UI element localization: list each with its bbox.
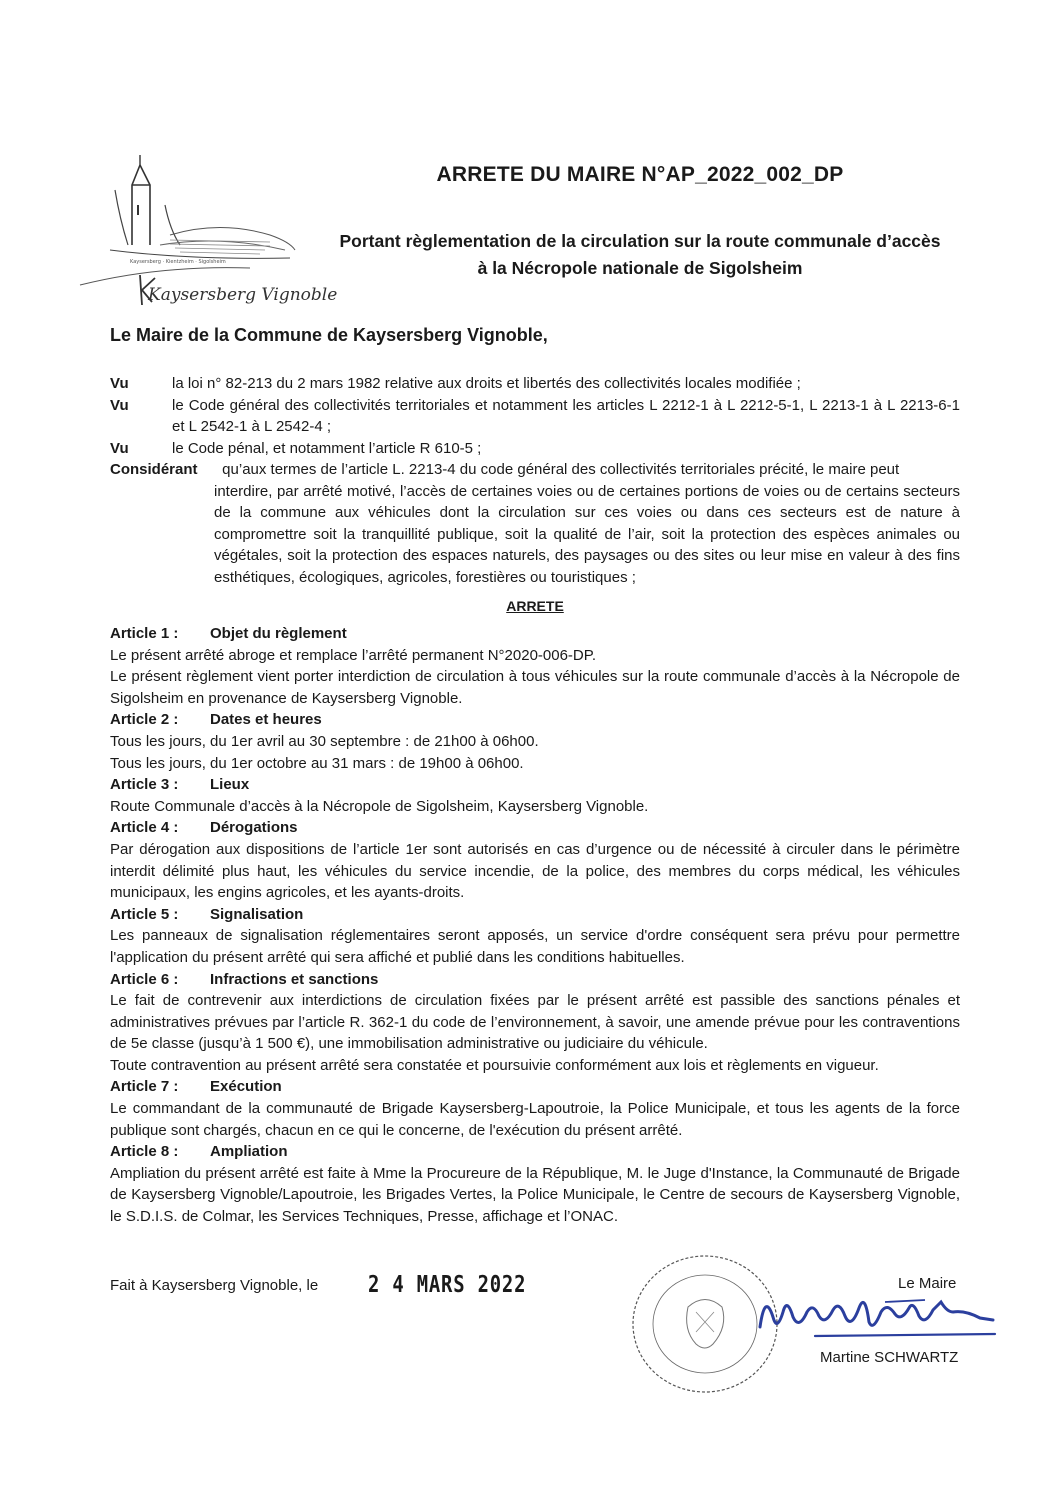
municipality-logo xyxy=(70,150,338,310)
article-6 xyxy=(110,969,960,1077)
article-number: Article 5 : xyxy=(110,905,179,923)
date-stamp: 2 4 MARS 2022 xyxy=(368,1272,527,1298)
vu-text: le Code général des collectivités territoriales et notamment les articles L 2212-1 à L 2212-5-1, L 2213-1 à L 2213-6-1 et L 2542-1 à L 2542-4 ; xyxy=(172,396,960,435)
article-5 xyxy=(110,904,960,969)
article-number: Article 6 : xyxy=(110,970,179,988)
article-paragraph: Ampliation du présent arrêté est faite à Mme la Procureure de la République, M. le Juge d'Instance, la Communauté de Brigade de Kaysersberg Vignoble/Lapoutroie, les Brigades Vertes, la Police Municipale, le Centre de secours de Kaysersberg Vignoble, le S.D.I.S. de Colmar, les Services Techniques, Presse, affichage et l’ONAC. xyxy=(110,1164,960,1226)
article-number: Article 3 : xyxy=(110,776,179,794)
vu-item xyxy=(110,373,960,395)
considerant-first-line: qu’aux termes de l’article L. 2213-4 du code général des collectivités territoriales précité, le maire peut xyxy=(222,461,900,478)
article-paragraph: Par dérogation aux dispositions de l’article 1er sont autorisés en cas d’urgence ou de nécessité à circuler dans le périmètre interdit délimité plus haut, les véhicules du service incendie, de la police, des membres du corps médical, les véhicules municipaux, les engins agricoles, et les ayants-droits. xyxy=(110,840,960,902)
article-paragraph: Les panneaux de signalisation réglementaires seront apposés, un service d'ordre conséquent sera prévu pour permettre l'application du présent arrêté qui sera affiché et publié dans les conditions habituelles. xyxy=(110,927,960,966)
document-title: ARRETE DU MAIRE N°AP_2022_002_DP xyxy=(436,163,844,186)
article-title: Dérogations xyxy=(210,819,298,837)
article-title: Infractions et sanctions xyxy=(210,970,379,988)
vu-label: Vu xyxy=(110,375,129,392)
mayor-signature xyxy=(755,1282,1000,1342)
article-number: Article 8 : xyxy=(110,1143,179,1161)
article-paragraph: Le fait de contrevenir aux interdictions de circulation fixées par le présent arrêté est passible des sanctions pénales et administratives prévues par l’article R. 362-1 du code de l’environnement, à savoir, une amende prévue pour les contraventions de 5e classe (jusqu’à 1 500 €), une immobilisation administrative ou judiciaire du véhicule. xyxy=(110,992,960,1053)
article-paragraph: Le présent règlement vient porter interdiction de circulation à tous véhicules sur la route communale d’accès à la Nécropole de Sigolsheim en provenance de Kaysersberg Vignoble. xyxy=(110,668,960,707)
arrete-heading: ARRETE xyxy=(506,598,564,614)
subtitle-line-1: Portant règlementation de la circulation sur la route communale d’accès xyxy=(339,231,941,251)
article-paragraph: Route Communale d’accès à la Nécropole de Sigolsheim, Kaysersberg Vignoble. xyxy=(110,797,649,815)
visas-block xyxy=(110,373,960,588)
subtitle-line-2: à la Nécropole nationale de Sigolsheim xyxy=(477,258,803,278)
articles-block xyxy=(110,623,960,1228)
article-1 xyxy=(110,623,960,709)
article-number: Article 2 : xyxy=(110,711,179,729)
article-7 xyxy=(110,1076,960,1141)
le-maire-label: Le Maire xyxy=(898,1275,957,1292)
svg-text:Kaysersberg · Kientzheim · Sig: Kaysersberg · Kientzheim · Sigolsheim xyxy=(130,259,226,265)
article-paragraph: Tous les jours, du 1er avril au 30 septembre : de 21h00 à 06h00. xyxy=(110,732,539,750)
mayor-name: Martine SCHWARTZ xyxy=(820,1349,959,1366)
article-3 xyxy=(110,774,960,817)
vu-text: la loi n° 82-213 du 2 mars 1982 relative aux droits et libertés des collectivités locales modifiée ; xyxy=(172,375,801,392)
article-paragraph: Le présent arrêté abroge et remplace l’arrêté permanent N°2020-006-DP. xyxy=(110,646,596,664)
article-number: Article 1 : xyxy=(110,625,179,642)
article-title: Signalisation xyxy=(210,905,304,923)
article-paragraph: Le commandant de la communauté de Brigade Kaysersberg-Lapoutroie, la Police Municipale, et tous les agents de la force publique sont chargés, chacun en ce qui le concerne, de l'exécution du présent arrêté. xyxy=(110,1100,960,1139)
vu-text: le Code pénal, et notamment l’article R 610-5 ; xyxy=(172,439,482,457)
article-8 xyxy=(110,1141,960,1227)
article-title: Objet du règlement xyxy=(210,625,347,642)
vu-item xyxy=(110,395,960,438)
fait-a-line: Fait à Kaysersberg Vignoble, le xyxy=(110,1277,319,1294)
document-subtitle xyxy=(310,228,970,282)
considerant-item xyxy=(110,459,960,588)
article-title: Lieux xyxy=(210,776,250,794)
article-number: Article 7 : xyxy=(110,1078,179,1096)
article-title: Dates et heures xyxy=(210,711,322,729)
article-paragraph: Toute contravention au présent arrêté sera constatée et poursuivie conformément aux lois et règlements en vigueur. xyxy=(110,1056,879,1074)
article-title: Exécution xyxy=(210,1078,282,1096)
considerant-text: interdire, par arrêté motivé, l’accès de certaines voies ou de certaines portions de voies ou de certains secteurs de la commune aux véhicules dont la circulation sur ces voies ou dans ces secteurs est de nature à compromettre soit la tranquillité publique, soit la qualité de l’air, soit la protection des espèces animales ou végétales, soit la protection des espaces naturels, des paysages ou des sites ou leur mise en valeur à des fins esthétiques, écologiques, agricoles, forestières ou touristiques ; xyxy=(214,482,960,586)
vu-label: Vu xyxy=(110,439,129,457)
logo-text: Kaysersberg Vignoble xyxy=(148,285,338,305)
article-2 xyxy=(110,709,960,774)
maire-heading: Le Maire de la Commune de Kaysersberg Vignoble, xyxy=(110,325,548,345)
article-4 xyxy=(110,817,960,903)
article-number: Article 4 : xyxy=(110,819,179,837)
vu-label: Vu xyxy=(110,396,129,414)
article-paragraph: Tous les jours, du 1er octobre au 31 mars : de 19h00 à 06h00. xyxy=(110,754,524,772)
vu-item xyxy=(110,438,960,460)
article-title: Ampliation xyxy=(210,1143,288,1161)
considerant-label: Considérant xyxy=(110,461,198,478)
